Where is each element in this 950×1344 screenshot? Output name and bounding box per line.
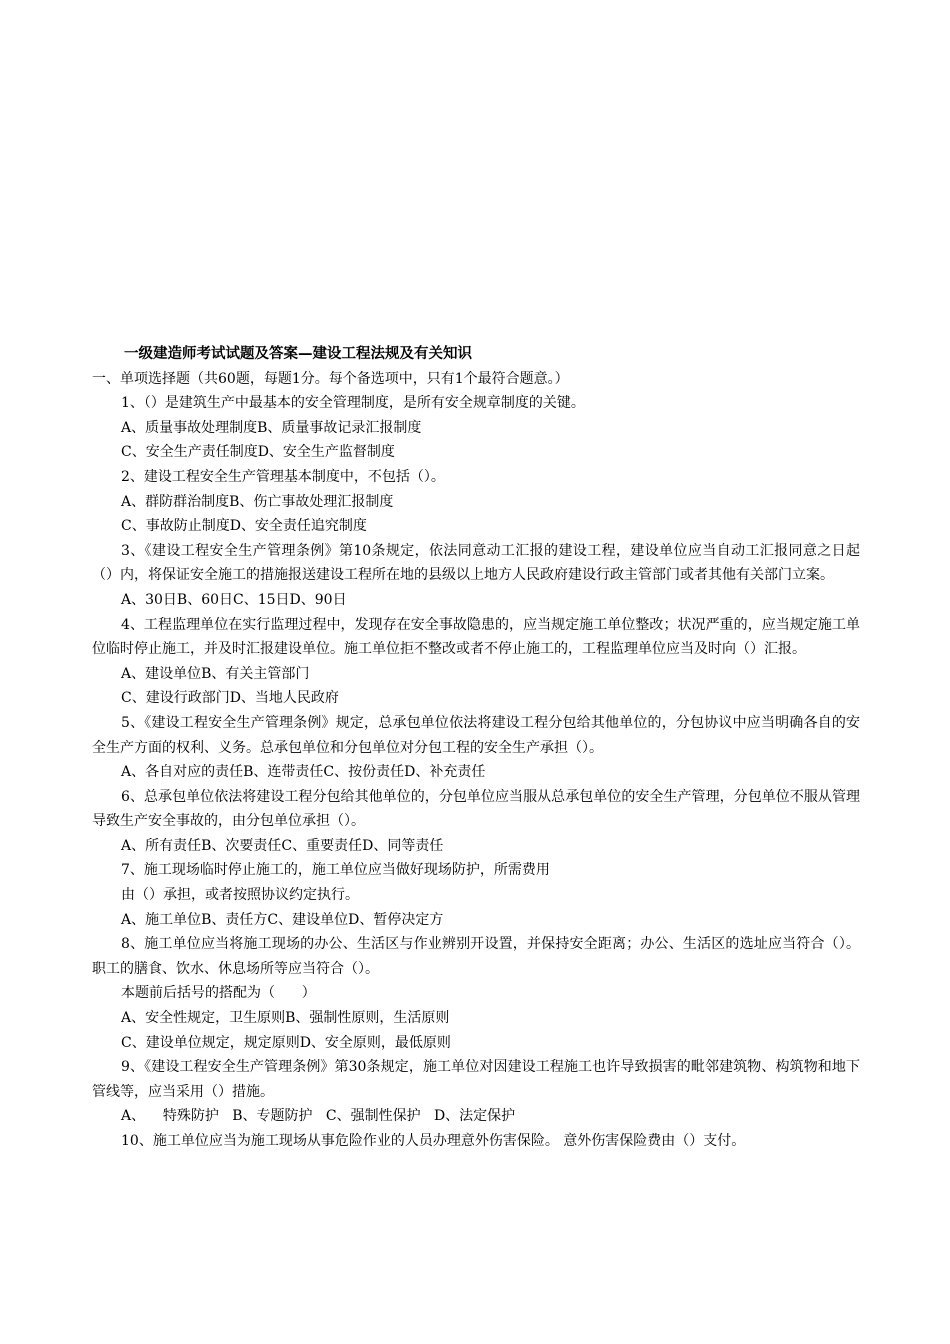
- answer-options: 7、施工现场临时停止施工的，施工单位应当做好现场防护，所需费用: [121, 862, 550, 879]
- question-text: 3、《建设工程安全生产管理条例》第10条规定，依法同意动工汇报的建设工程，建设单位应当自动工汇报同意之日起（）内，将保证安全施工的措施报送建设工程所在地的县级以上地方人民政府建设行政主管部门或者其他有关部门立案。: [92, 542, 860, 584]
- answer-options: A、建设单位B、有关主管部门: [121, 665, 310, 682]
- answer-options: C、安全生产责任制度D、安全生产监督制度: [121, 444, 395, 461]
- answer-options: A、安全性规定，卫生原则B、强制性原则，生活原则: [121, 1010, 450, 1027]
- answer-options: A、质量事故处理制度B、质量事故记录汇报制度: [121, 419, 422, 436]
- question-text: 2、建设工程安全生产管理基本制度中，不包括（）。: [121, 468, 445, 485]
- question-text: 8、施工单位应当将施工现场的办公、生活区与作业辨别开设置，并保持安全距离；办公、生活区的选址应当符合（）。职工的膳食、饮水、休息场所等应当符合（）。: [92, 936, 860, 977]
- answer-options: A、 特殊防护 B、专题防护 C、强制性保护 D、法定保护: [121, 1108, 516, 1125]
- question-text: 1、（）是建筑生产中最基本的安全管理制度，是所有安全规章制度的关键。: [121, 395, 585, 412]
- answer-options: A、群防群治制度B、伤亡事故处理汇报制度: [121, 493, 394, 510]
- answer-options: C、建设单位规定，规定原则D、安全原则，最低原则: [121, 1034, 451, 1051]
- answer-options: A、各自对应的责任B、连带责任C、按份责任D、补充责任: [121, 764, 486, 781]
- question-text: 10、施工单位应当为施工现场从事危险作业的人员办理意外伤害保险。 意外伤害保险费由（）支付。: [121, 1133, 746, 1149]
- document-title: 一级建造师考试试题及答案—建设工程法规及有关知识: [124, 346, 472, 362]
- question-text: 9、《建设工程安全生产管理条例》第30条规定，施工单位对因建设工程施工也许导致损害的毗邻建筑物、构筑物和地下管线等，应当采用（）措施。: [92, 1059, 860, 1100]
- answer-options: A、施工单位B、责任方C、建设单位D、暂停决定方: [121, 911, 444, 928]
- answer-options: 本题前后括号的搭配为（ ）: [121, 985, 316, 1002]
- answer-options: C、建设行政部门D、当地人民政府: [121, 690, 339, 707]
- answer-options: A、所有责任B、次要责任C、重要责任D、同等责任: [121, 837, 444, 854]
- question-text: 6、总承包单位依法将建设工程分包给其他单位的，分包单位应当服从总承包单位的安全生产管理，分包单位不服从管理导致生产安全事故的，由分包单位承担（）。: [92, 788, 860, 830]
- answer-options: A、30日B、60日C、15日D、90日: [121, 591, 347, 608]
- section-heading: 一、单项选择题（共60题，每题1分。每个备选项中，只有1个最符合题意。）: [92, 370, 569, 387]
- document-page: [92, 342, 860, 1154]
- question-text: 4、工程监理单位在实行监理过程中，发现存在安全事故隐患的，应当规定施工单位整改；状况严重的，应当规定施工单位临时停止施工，并及时汇报建设单位。施工单位拒不整改或者不停止施工的，工程监理单位应当及时向（）汇报。: [92, 616, 860, 658]
- question-list: [92, 391, 860, 1153]
- answer-options: C、事故防止制度D、安全责任追究制度: [121, 518, 367, 535]
- answer-options: 由（）承担，或者按照协议约定执行。: [121, 887, 359, 904]
- question-text: 5、《建设工程安全生产管理条例》规定，总承包单位依法将建设工程分包给其他单位的，分包协议中应当明确各自的安全生产方面的权利、义务。总承包单位和分包单位对分包工程的安全生产承担（）。: [92, 714, 860, 756]
